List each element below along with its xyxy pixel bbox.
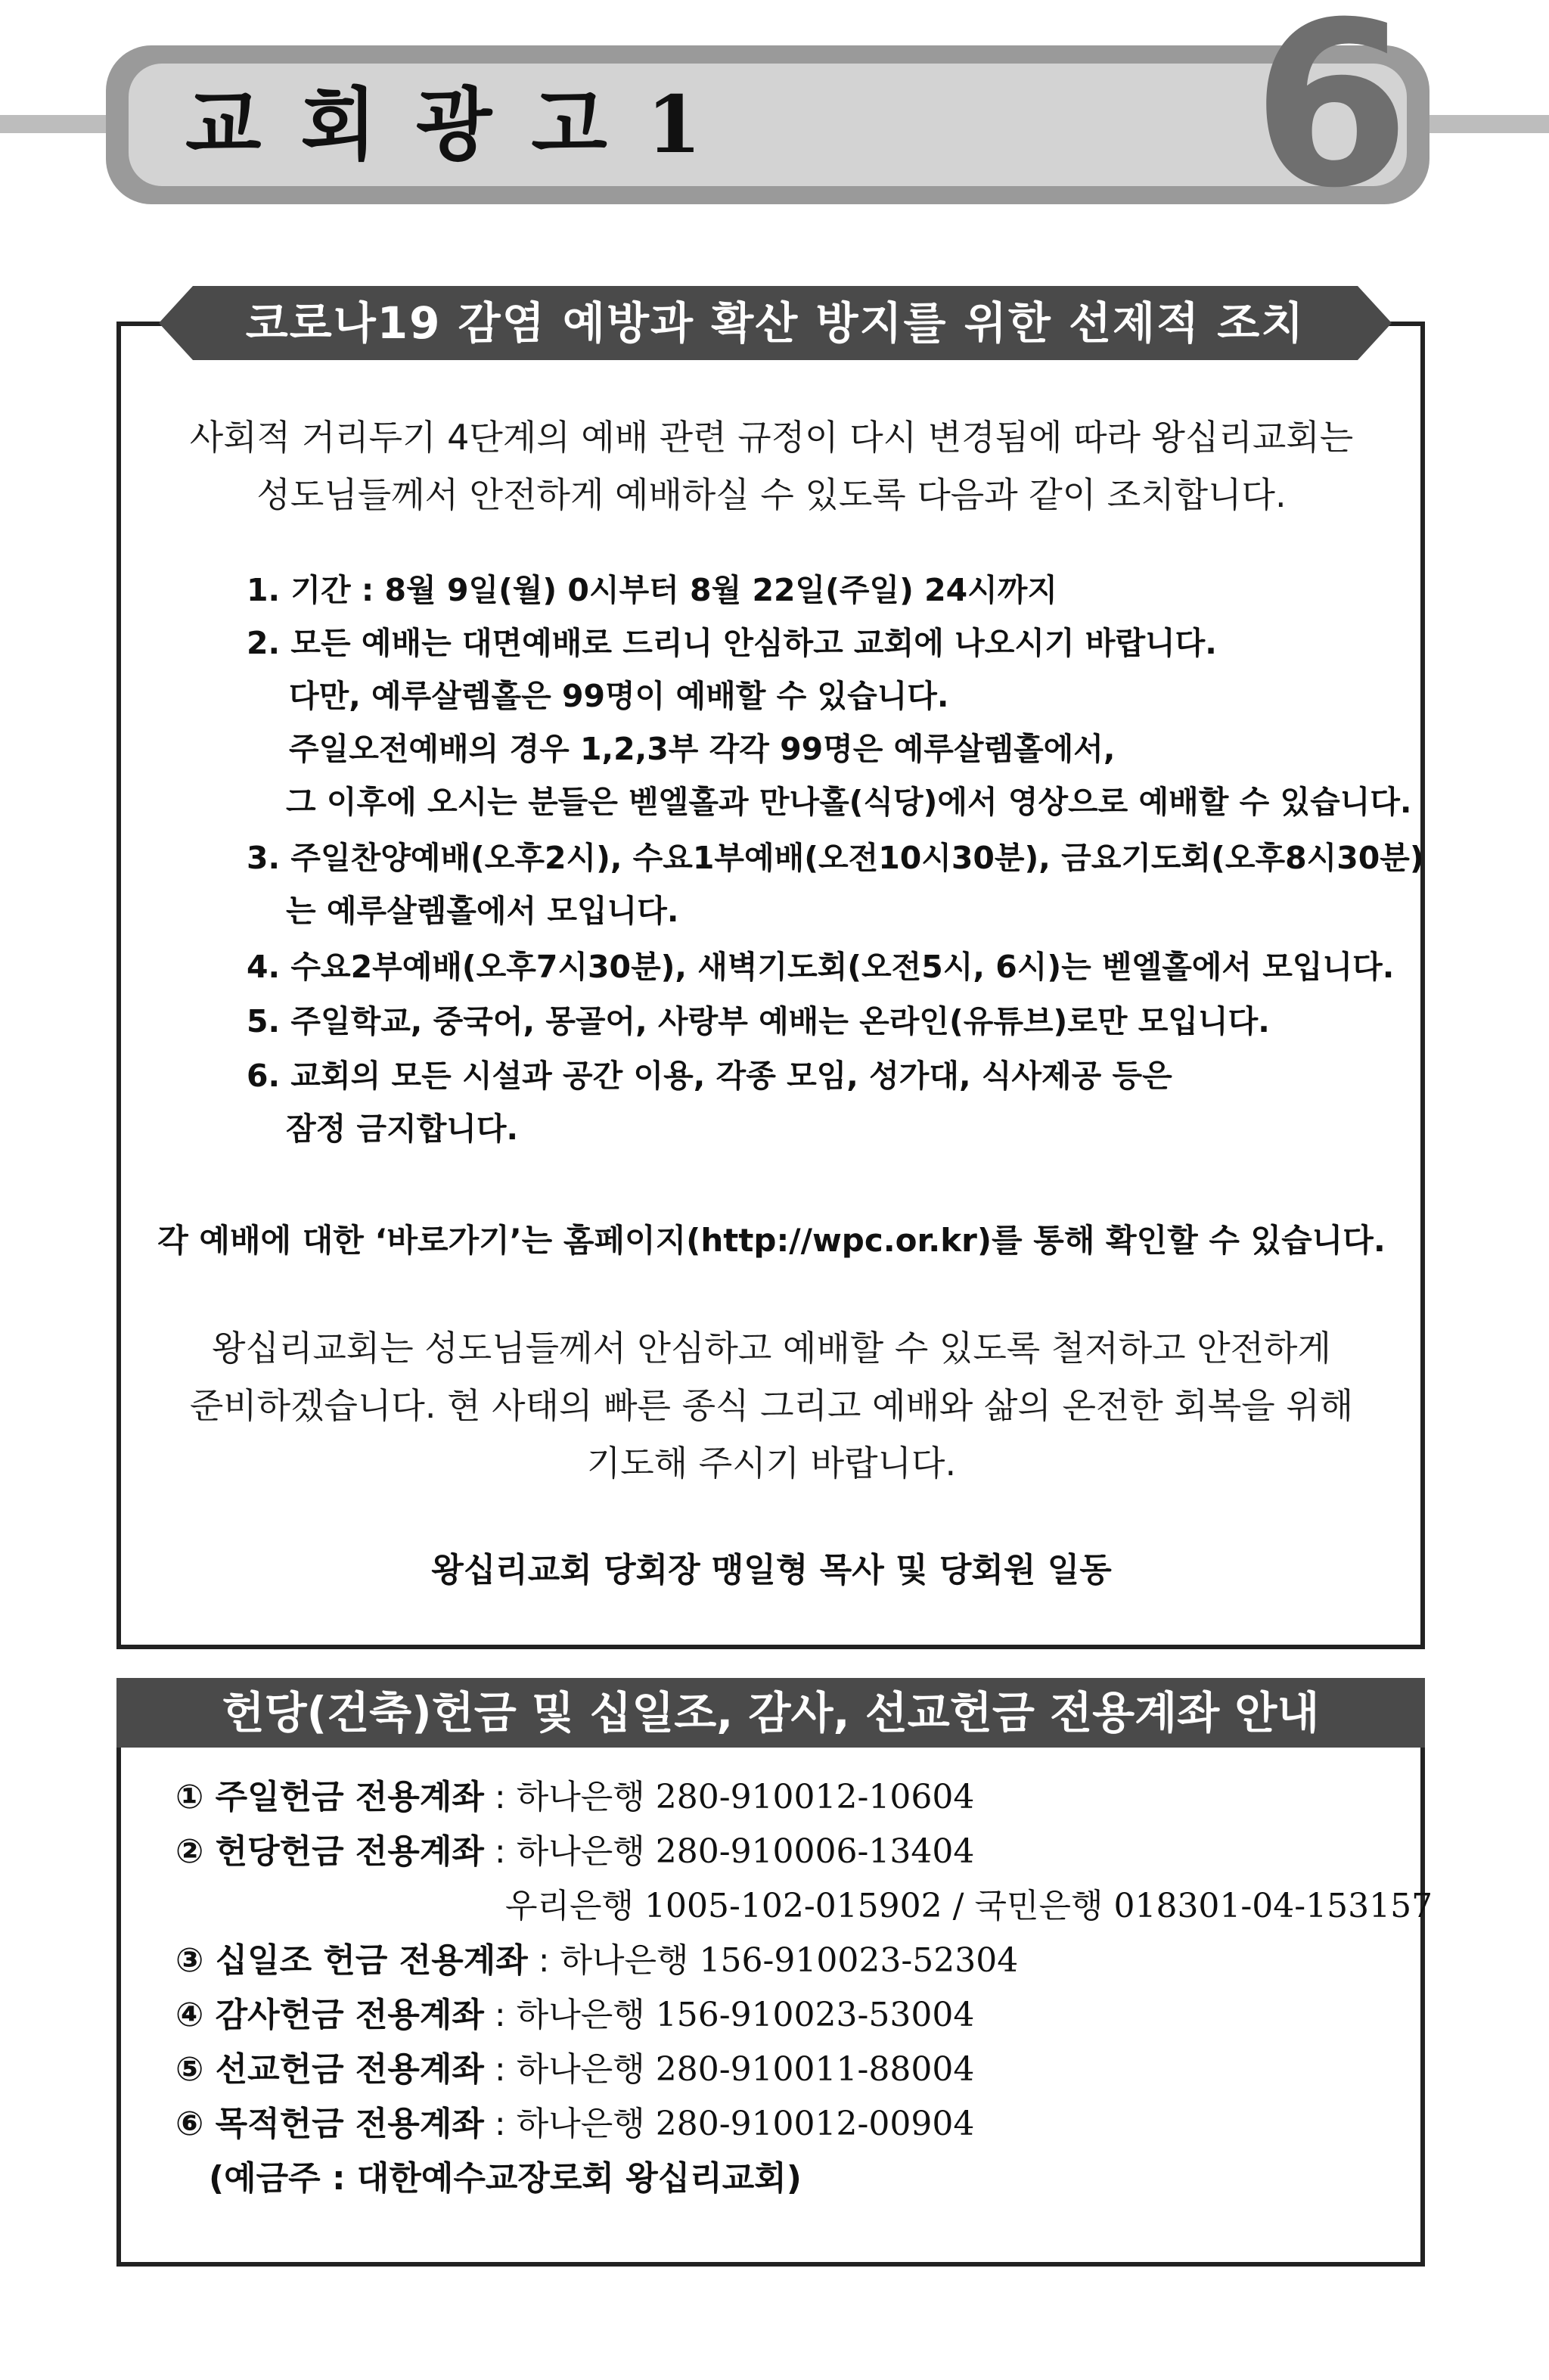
account-row — [505, 1884, 1433, 1929]
account-value: 하나은행 280-910006-13404 — [516, 1832, 975, 1871]
account-separator: : — [483, 2105, 517, 2143]
notice-item: 1. 기간 : 8월 9일(월) 0시부터 8월 22일(주일) 24시까지 — [247, 572, 1057, 608]
closing-line-2: 준비하겠습니다. 현 사태의 빠른 종식 그리고 예배와 삶의 온전한 회복을 위해 — [189, 1385, 1354, 1426]
closing-line-3: 기도해 주시기 바랍니다. — [586, 1443, 957, 1484]
notice-item: 는 예루살렘홀에서 모입니다. — [286, 893, 679, 929]
account-value: 하나은행 280-910011-88004 — [516, 2050, 975, 2089]
account-separator: : — [483, 1778, 517, 1816]
covid-heading: 코로나19 감염 예방과 확산 방지를 위한 선제적 조치 — [245, 297, 1305, 349]
accounts-heading: 헌당(건축)헌금 및 십일조, 감사, 선교헌금 전용계좌 안내 — [116, 1678, 1425, 1748]
box-top-rule-left — [116, 322, 165, 326]
account-separator: : — [527, 1941, 560, 1980]
account-row — [175, 1775, 974, 1820]
closing-line-1: 왕십리교회는 성도님들께서 안심하고 예배할 수 있도록 철저하고 안전하게 — [212, 1328, 1331, 1369]
account-row — [175, 1938, 1018, 1984]
page-title: 교회광고1 — [185, 78, 741, 171]
notice-item: 6. 교회의 모든 시설과 공간 이용, 각종 모임, 성가대, 식사제공 등은 — [247, 1058, 1172, 1094]
depositor — [209, 2156, 802, 2201]
account-separator: : — [483, 1832, 517, 1871]
notice-item: 4. 수요2부예배(오후7시30분), 새벽기도회(오전5시, 6시)는 벧엘홀에서 모입니다. — [247, 949, 1395, 985]
account-label: ⑤ 선교헌금 전용계좌 — [175, 2050, 484, 2089]
account-value: 하나은행 156-910023-53004 — [516, 1996, 975, 2034]
account-label: ③ 십일조 헌금 전용계좌 — [175, 1941, 528, 1980]
account-label: ⑥ 목적헌금 전용계좌 — [175, 2105, 484, 2143]
page-number: 6 — [1252, 0, 1411, 238]
account-separator: : — [483, 1996, 517, 2034]
shortcut-note: 각 예배에 대한 ‘바로가기’는 홈페이지(http://wpc.or.kr)를 통해 확인할 수 있습니다. — [157, 1222, 1386, 1259]
notice-item: 다만, 예루살렘홀은 99명이 예배할 수 있습니다. — [289, 678, 949, 714]
signature: 왕십리교회 당회장 맹일형 목사 및 당회원 일동 — [431, 1551, 1112, 1589]
account-label: ① 주일헌금 전용계좌 — [175, 1778, 484, 1816]
notice-item: 3. 주일찬양예배(오후2시), 수요1부예배(오전10시30분), 금요기도회(오후8시30분) — [247, 840, 1424, 876]
notice-item: 5. 주일학교, 중국어, 몽골어, 사랑부 예배는 온라인(유튜브)로만 모입니다. — [247, 1003, 1270, 1039]
notice-item: 2. 모든 예배는 대면예배로 드리니 안심하고 교회에 나오시기 바랍니다. — [247, 625, 1217, 661]
account-row — [175, 1829, 974, 1875]
account-value: 하나은행 280-910012-10604 — [516, 1778, 975, 1816]
depositor-text: (예금주 : 대한예수교장로회 왕십리교회) — [209, 2159, 802, 2198]
intro-line-1: 사회적 거리두기 4단계의 예배 관련 규정이 다시 변경됨에 따라 왕십리교회는 — [189, 417, 1354, 458]
account-label: ④ 감사헌금 전용계좌 — [175, 1996, 484, 2034]
account-row — [175, 1993, 974, 2038]
account-label: ② 헌당헌금 전용계좌 — [175, 1832, 484, 1871]
account-value: 하나은행 280-910012-00904 — [516, 2105, 975, 2143]
notice-item: 주일오전예배의 경우 1,2,3부 각각 99명은 예루살렘홀에서, — [289, 731, 1116, 767]
account-value: 하나은행 156-910023-52304 — [560, 1941, 1019, 1980]
notice-item: 그 이후에 오시는 분들은 벧엘홀과 만나홀(식당)에서 영상으로 예배할 수 있습니다. — [286, 784, 1412, 820]
account-row — [175, 2047, 974, 2093]
account-value: 우리은행 1005-102-015902 / 국민은행 018301-04-153157 — [505, 1887, 1433, 1925]
account-separator: : — [483, 2050, 517, 2089]
intro-line-2: 성도님들께서 안전하게 예배하실 수 있도록 다음과 같이 조치합니다. — [256, 474, 1287, 515]
notice-item: 잠정 금지합니다. — [286, 1111, 519, 1147]
account-row — [175, 2102, 974, 2147]
